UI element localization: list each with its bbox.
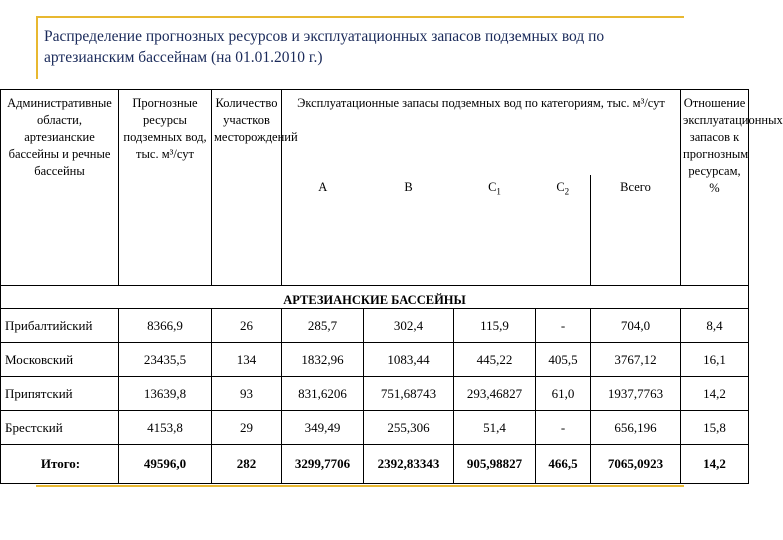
- total-total: 7065,0923: [591, 445, 681, 484]
- row-forecast: 4153,8: [119, 411, 212, 445]
- row-a: 349,49: [282, 411, 364, 445]
- table-row: [1, 309, 749, 343]
- section-heading: АРТЕЗИАНСКИЕ БАССЕЙНЫ: [1, 286, 749, 309]
- row-ratio: 14,2: [681, 377, 749, 411]
- header-cat-c2: $С_2$: [536, 175, 591, 286]
- table-row: [1, 411, 749, 445]
- row-c2: -: [536, 309, 591, 343]
- row-total: 3767,12: [591, 343, 681, 377]
- row-c2: 61,0: [536, 377, 591, 411]
- row-ratio: 16,1: [681, 343, 749, 377]
- total-ratio: 14,2: [681, 445, 749, 484]
- row-count: 93: [212, 377, 282, 411]
- row-name: Брестский: [1, 411, 119, 445]
- header-ratio: Отношение эксплуатационных запасов к прогнозным ресурсам, %: [681, 90, 749, 286]
- header-cat-a: А: [282, 175, 364, 286]
- total-c2: 466,5: [536, 445, 591, 484]
- row-c2: -: [536, 411, 591, 445]
- row-ratio: 8,4: [681, 309, 749, 343]
- row-total: 1937,7763: [591, 377, 681, 411]
- row-c2: 405,5: [536, 343, 591, 377]
- total-name: Итого:: [1, 445, 119, 484]
- row-c1: 293,46827: [454, 377, 536, 411]
- bottom-decor-line: [36, 485, 684, 487]
- row-count: 29: [212, 411, 282, 445]
- header-reserves: Эксплуатационные запасы подземных вод по категориям, тыс. м³/сут: [282, 90, 681, 176]
- header-region: Административные области, артезианские бассейны и речные бассейны: [1, 90, 119, 286]
- left-decor-line: [36, 16, 38, 79]
- row-name: Московский: [1, 343, 119, 377]
- row-forecast: 13639,8: [119, 377, 212, 411]
- total-b: 2392,83343: [364, 445, 454, 484]
- total-a: 3299,7706: [282, 445, 364, 484]
- total-c1: 905,98827: [454, 445, 536, 484]
- row-a: 831,6206: [282, 377, 364, 411]
- header-cat-c1: $С_1$: [454, 175, 536, 286]
- row-total: 656,196: [591, 411, 681, 445]
- reserves-table: [0, 89, 783, 484]
- row-name: Припятский: [1, 377, 119, 411]
- row-ratio: 15,8: [681, 411, 749, 445]
- header-forecast: Прогнозные ресурсы подземных вод, тыс. м³/сут: [119, 90, 212, 286]
- total-count: 282: [212, 445, 282, 484]
- top-decor-line: [36, 16, 684, 18]
- total-row: [1, 445, 749, 484]
- page-title: Распределение прогнозных ресурсов и эксплуатационных запасов подземных вод по артезианским бассейнам (на 01.01.2010 г.): [44, 28, 605, 66]
- row-a: 1832,96: [282, 343, 364, 377]
- row-b: 302,4: [364, 309, 454, 343]
- row-count: 134: [212, 343, 282, 377]
- row-a: 285,7: [282, 309, 364, 343]
- table-row: [1, 343, 749, 377]
- row-name: Прибалтийский: [1, 309, 119, 343]
- row-count: 26: [212, 309, 282, 343]
- row-b: 1083,44: [364, 343, 454, 377]
- table-row: [1, 377, 749, 411]
- row-c1: 445,22: [454, 343, 536, 377]
- total-forecast: 49596,0: [119, 445, 212, 484]
- row-forecast: 8366,9: [119, 309, 212, 343]
- row-c1: 115,9: [454, 309, 536, 343]
- row-b: 751,68743: [364, 377, 454, 411]
- header-count: Количество участков месторождений: [212, 90, 282, 286]
- header-cat-b: В: [364, 175, 454, 286]
- header-cat-total: Всего: [591, 175, 681, 286]
- row-forecast: 23435,5: [119, 343, 212, 377]
- row-c1: 51,4: [454, 411, 536, 445]
- row-b: 255,306: [364, 411, 454, 445]
- row-total: 704,0: [591, 309, 681, 343]
